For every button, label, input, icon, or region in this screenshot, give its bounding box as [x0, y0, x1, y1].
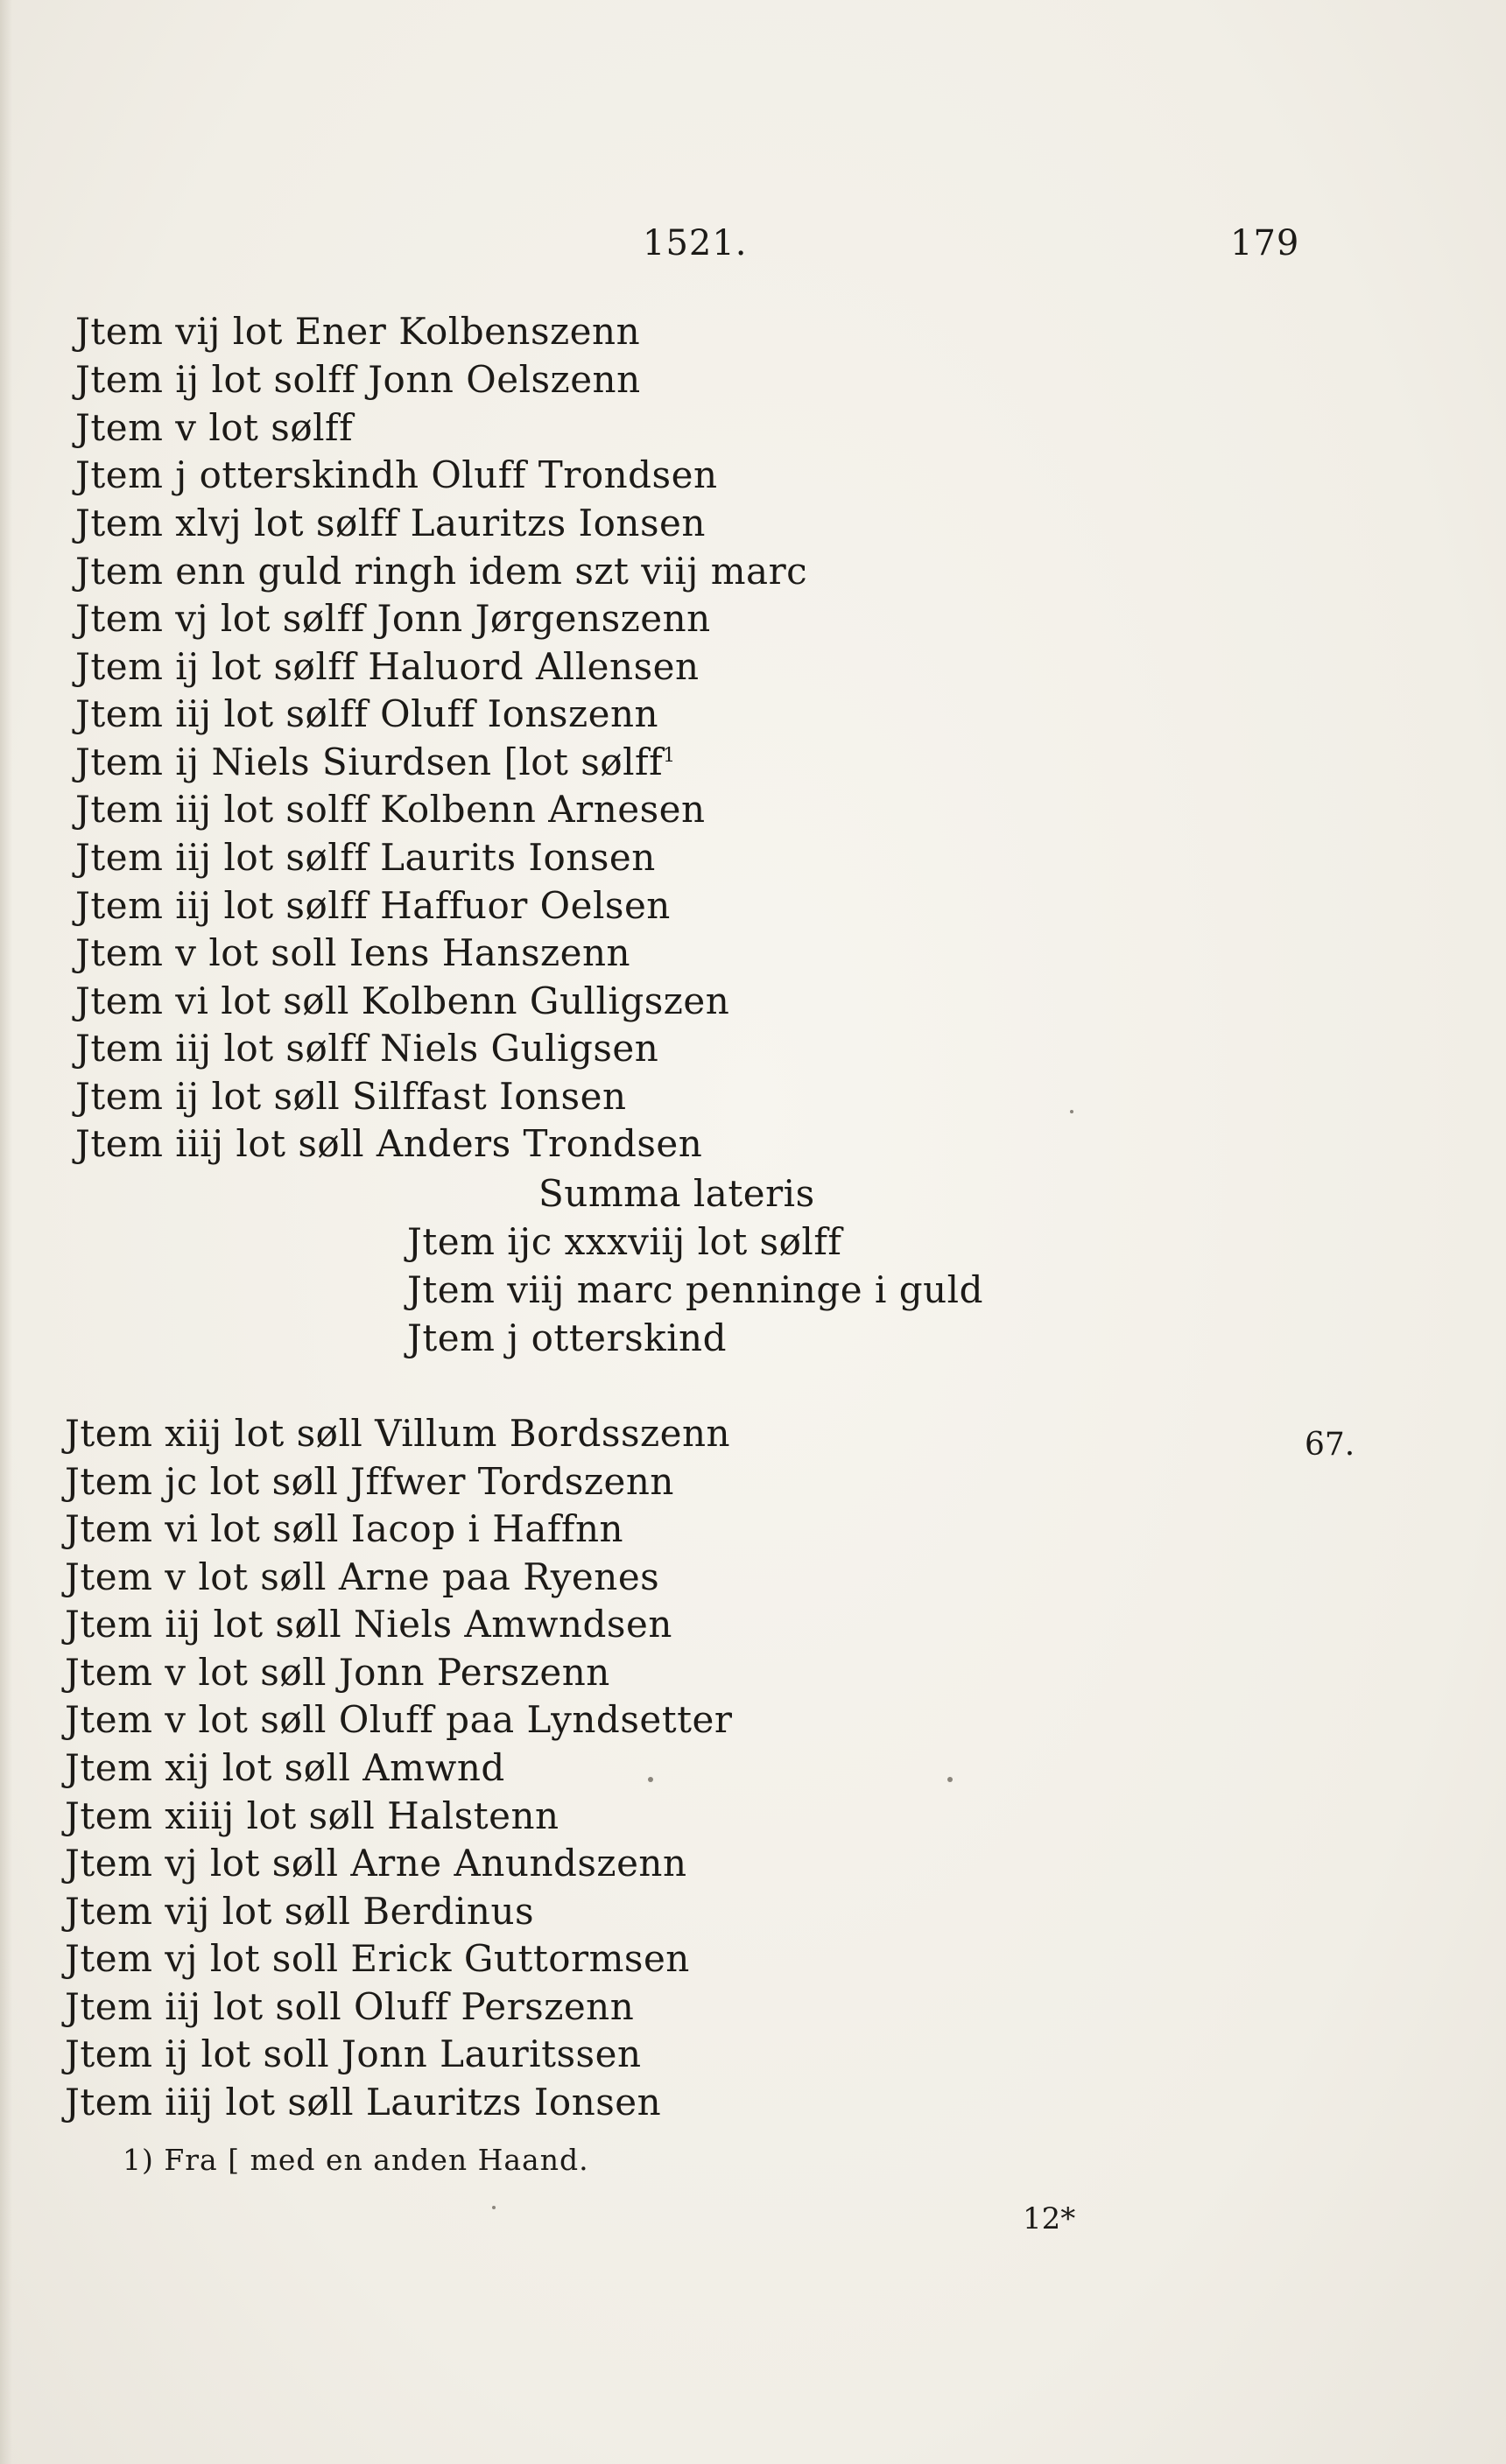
- running-head-year: 1521.: [643, 223, 748, 263]
- entry-line: Jtem iij lot søll Niels Amwndsen: [65, 1603, 672, 1646]
- entry-line: Jtem ij lot soll Jonn Lauritssen: [65, 2032, 642, 2075]
- entry-line: Jtem vj lot søll Arne Anundszenn: [65, 1842, 687, 1885]
- entry-line: Jtem enn guld ringh idem szt viij marc: [75, 550, 808, 593]
- entry-line: Jtem j otterskindh Oluff Trondsen: [75, 453, 718, 496]
- entry-line: Jtem xiij lot søll Villum Bordsszenn: [65, 1412, 731, 1455]
- entry-line: Jtem xiiij lot søll Halstenn: [65, 1794, 559, 1837]
- entry-line: Jtem vij lot Ener Kolbenszenn: [75, 310, 641, 353]
- footnote-marker-text: 1): [123, 2143, 154, 2177]
- entry-line: Jtem vi lot søll Kolbenn Gulligszen: [75, 979, 730, 1022]
- summa-item: Jtem viij marc penninge i guld: [407, 1268, 983, 1311]
- entry-line: Jtem iij lot sølff Laurits Ionsen: [75, 836, 656, 879]
- entry-line: Jtem vj lot soll Erick Guttormsen: [65, 1937, 690, 1980]
- paper-speck: [1070, 1110, 1073, 1113]
- entry-line: Jtem v lot søll Oluff paa Lyndsetter: [65, 1698, 733, 1741]
- entry-line: Jtem iij lot sølff Niels Guligsen: [75, 1027, 659, 1070]
- entry-line: Jtem xij lot søll Amwnd: [65, 1746, 505, 1789]
- entry-line: Jtem vij lot søll Berdinus: [65, 1890, 535, 1933]
- page-number: 179: [1230, 223, 1300, 263]
- entry-line: Jtem ij lot søll Silffast Ionsen: [75, 1075, 627, 1118]
- entry-line: Jtem v lot søll Arne paa Ryenes: [65, 1555, 660, 1598]
- summa-item: Jtem ijc xxxviij lot sølff: [407, 1220, 842, 1263]
- summa-item: Jtem j otterskind: [407, 1316, 727, 1359]
- footnote: [123, 2143, 589, 2177]
- entry-line: Jtem iiij lot søll Anders Trondsen: [75, 1122, 703, 1165]
- footnote-text: Fra [ med en anden Haand.: [164, 2143, 589, 2177]
- entry-line: Jtem v lot sølff: [75, 406, 354, 449]
- entry-line: Jtem vj lot sølff Jonn Jørgenszenn: [75, 597, 711, 640]
- entry-line: Jtem v lot soll Iens Hanszenn: [75, 931, 631, 974]
- entry-line: Jtem iij lot sølff Oluff Ionszenn: [75, 692, 659, 735]
- page-edge-shadow: [0, 0, 12, 2464]
- signature-mark: 12*: [1023, 2201, 1076, 2236]
- entry-line: Jtem iij lot sølff Haffuor Oelsen: [75, 884, 671, 927]
- entry-line: Jtem ij lot solff Jonn Oelszenn: [75, 358, 641, 401]
- entry-line-with-footnote: [75, 741, 676, 783]
- entry-line: Jtem ij lot sølff Haluord Allensen: [75, 645, 700, 688]
- entry-line: Jtem jc lot søll Jffwer Tordszenn: [65, 1460, 674, 1503]
- entry-line: Jtem vi lot søll Iacop i Haffnn: [65, 1507, 624, 1550]
- paper-speck: [947, 1777, 953, 1782]
- entry-line: Jtem v lot søll Jonn Perszenn: [65, 1651, 610, 1694]
- summa-title: Summa lateris: [538, 1172, 815, 1215]
- entry-line: Jtem xlvj lot sølff Lauritzs Ionsen: [75, 502, 706, 544]
- entry-line: Jtem iij lot soll Oluff Perszenn: [65, 1985, 635, 2028]
- entry-line: Jtem iiij lot søll Lauritzs Ionsen: [65, 2081, 662, 2124]
- paper-speck: [492, 2206, 496, 2209]
- paper-speck: [648, 1777, 653, 1782]
- margin-note: 67.: [1305, 1427, 1355, 1463]
- entry-line: Jtem iij lot solff Kolbenn Arnesen: [75, 788, 706, 831]
- entry-text: Jtem ij Niels Siurdsen [lot sølff: [75, 741, 664, 783]
- footnote-marker: 1: [663, 745, 676, 767]
